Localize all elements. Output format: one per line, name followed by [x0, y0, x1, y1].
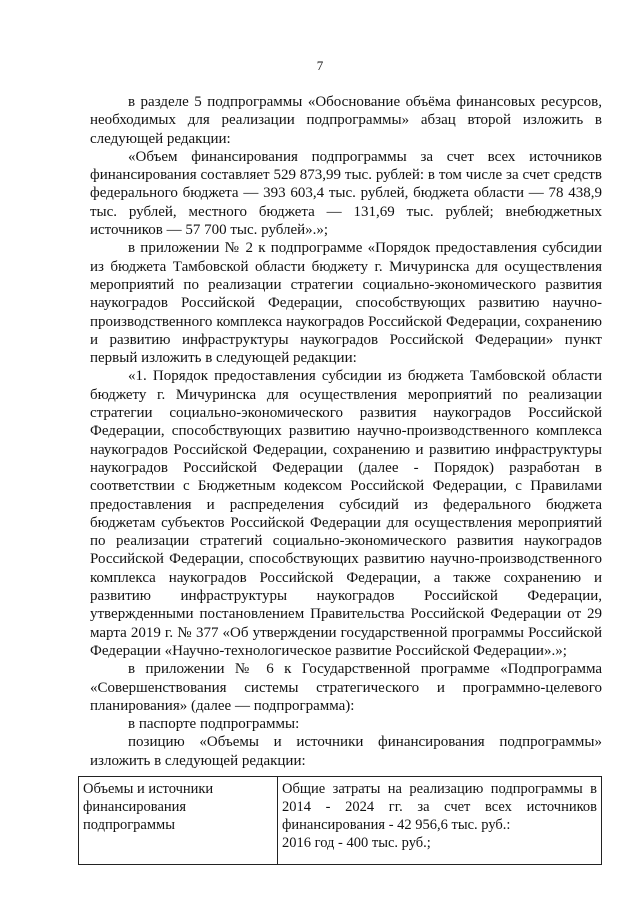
table-row [79, 777, 602, 865]
paragraph-position-intro: позицию «Объемы и источники финансирования подпрограммы» изложить в следующей редакции: [90, 734, 602, 769]
table-value-line: 2016 год - 400 тыс. руб.; [282, 835, 431, 851]
table-value-line: Общие затраты на реализацию подпрограммы в 2014 - 2024 гг. за счет всех источников финансирования - 42 956,6 тыс. руб.: [282, 781, 597, 833]
financing-table [78, 776, 602, 865]
table-cell-value [278, 777, 602, 865]
paragraph-appendix2-intro: в приложении № 2 к подпрограмме «Порядок предоставления субсидии из бюджета Тамбовской области бюджету г. Мичуринска для осуществления мероприятий по реализации стратегии социально-экономического развития наукоградов Российской Федерации, способствующих развитию научно-производственного комплекса наукоградов Российской Федерации, сохранению и развитию инфраструктуры наукоградов Российской Федерации» пункт первый изложить в следующей редакции: [90, 240, 602, 367]
paragraph-procedure-point1: «1. Порядок предоставления субсидии из бюджета Тамбовской области бюджету г. Мичуринска для осуществления мероприятий по реализации стратегии социально-экономического развития наукоградов Российской Федерации, способствующих развитию научно-производственного комплекса наукоградов Российской Федерации, сохранению и развитию инфраструктуры наукоградов Российской Федерации (далее - Порядок) разработан в соответствии с Бюджетным кодексом Российской Федерации, с Правилами предоставления и распределения субсидий из федерального бюджета бюджетам субъектов Российской Федерации для осуществления мероприятий по реализации стратегий социально-экономического развития наукоградов Российской Федерации, способствующих развитию научно-производственного комплекса наукоградов Российской Федерации, а также сохранению и развитию инфраструктуры наукоградов Российской Федерации, утвержденными постановлением Правительства Российской Федерации от 29 марта 2019 г. № 377 «Об утверждении государственной программы Российской Федерации «Научно-технологическое развитие Российской Федерации».»; [90, 368, 602, 659]
paragraph-section5-intro: в разделе 5 подпрограммы «Обоснование объёма финансовых ресурсов, необходимых для реализации подпрограммы» абзац второй изложить в следующей редакции: [90, 94, 602, 147]
paragraph-passport: в паспорте подпрограммы: [128, 716, 300, 733]
paragraph-financing-volume: «Объем финансирования подпрограммы за счет всех источников финансирования составляет 529 873,99 тыс. рублей: в том числе за счет средств федерального бюджета — 393 603,4 тыс. рублей, бюджета области — 78 438,9 тыс. рублей, местного бюджета — 131,69 тыс. рублей; внебюджетных источников — 57 700 тыс. рублей».»; [90, 148, 602, 239]
paragraph-appendix6-intro: в приложении № 6 к Государственной программе «Подпрограмма «Совершенствования системы стратегического и программно-целевого планирования» (далее — подпрограмма): [90, 661, 602, 714]
page-number: 7 [316, 58, 324, 73]
table-cell-label: Объемы и источники финансирования подпрограммы [79, 777, 278, 865]
document-body [90, 93, 602, 770]
